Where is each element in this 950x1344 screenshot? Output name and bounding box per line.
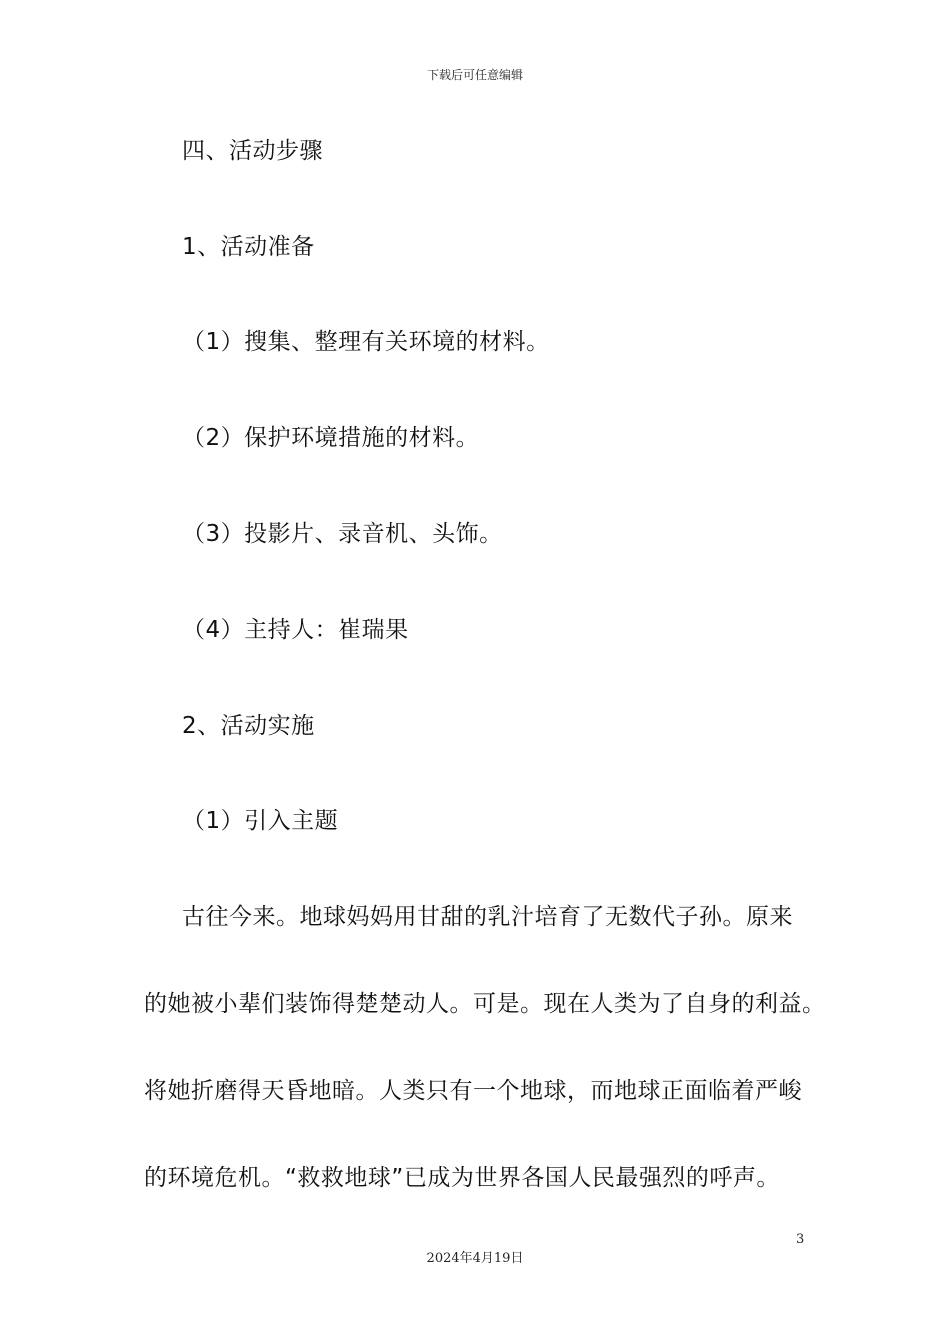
page-footer-date: 2024年4月19日 bbox=[426, 1251, 524, 1266]
page-header: 下载后可任意编辑 bbox=[426, 68, 523, 82]
paragraph-line: 古往今来。地球妈妈用甘甜的乳汁培育了无数代子孙。原来 bbox=[182, 904, 793, 930]
paragraph-line: 的她被小辈们装饰得楚楚动人。可是。现在人类为了自身的利益。 bbox=[144, 991, 826, 1017]
paragraph-line: 将她折磨得天昏地暗。人类只有一个地球，而地球正面临着严峻 bbox=[144, 1078, 802, 1104]
paragraph-line: 的环境危机。“救救地球”已成为世界各国人民最强烈的呼声。 bbox=[144, 1165, 780, 1191]
list-item: （1）搜集、整理有关环境的材料。 bbox=[182, 329, 550, 355]
subsection-heading: 2、活动实施 bbox=[182, 713, 315, 739]
page-number: 3 bbox=[796, 1232, 805, 1247]
list-item: （1）引入主题 bbox=[182, 808, 339, 834]
subsection-heading: 1、活动准备 bbox=[182, 234, 315, 260]
section-heading: 四、活动步骤 bbox=[182, 138, 323, 164]
list-item: （4）主持人：崔瑞果 bbox=[182, 617, 409, 643]
list-item: （2）保护环境措施的材料。 bbox=[182, 425, 480, 451]
list-item: （3）投影片、录音机、头饰。 bbox=[182, 521, 503, 547]
